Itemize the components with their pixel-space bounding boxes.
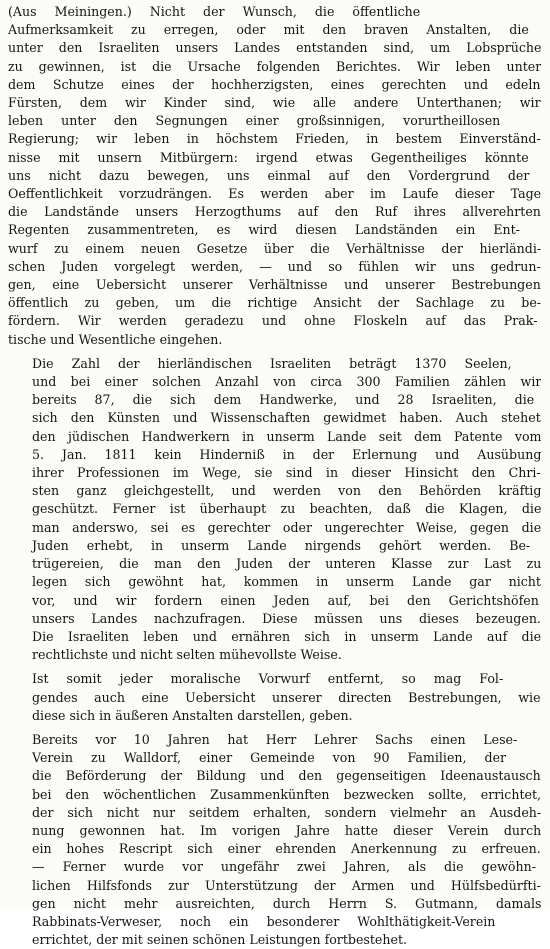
text-line: 5. Jan. 1811 kein Hinderniß in der Erlernung und Ausübung <box>32 446 541 462</box>
text-line: den jüdischen Handwerkern in unserm Lande seit dem Patente vom <box>32 428 541 444</box>
text-line: trügereien, die man den Juden der unteren Klasse zur Last zu <box>32 556 541 572</box>
text-line: die Beförderung der Bildung und den gegenseitigen Ideenaustausch <box>32 768 541 784</box>
text-line: Regierung; wir leben in höchstem Frieden, in bestem Einverständ- <box>8 131 541 147</box>
text-line: Juden erhebt, in unserm Lande nirgends gehört werden. Be- <box>32 537 531 553</box>
text-line: geschützt. Ferner ist überhaupt zu beachten, daß die Klagen, die <box>32 501 541 517</box>
text-line: fördern. Wir werden geradezu und ohne Floskeln auf das Prak- <box>8 313 538 329</box>
text-line: Rabbinats-Verweser, noch ein besonderer Wohlthätigkeit-Verein <box>32 913 496 929</box>
text-line: gen nicht mehr ausreichten, durch Herrn S. Gutmann, damals <box>32 895 541 911</box>
text-line: Ist somit jeder moralische Vorwurf entfernt, so mag Fol- <box>32 671 504 687</box>
text-line: Die Zahl der hierländischen Israeliten beträgt 1370 Seelen, <box>32 355 512 371</box>
text-line: gen, eine Uebersicht unserer Verhältnisse und unserer Bestrebungen <box>8 277 541 293</box>
text-line: lichen Hilfsfonds zur Unterstützung der Armen und Hülfsbedürfti- <box>32 877 541 893</box>
paragraph-moral-reproach <box>8 670 541 725</box>
paragraph-intro <box>8 3 541 349</box>
text-line: gendes auch eine Uebersicht unserer directen Bestrebungen, wie <box>32 689 541 705</box>
text-line: (Aus Meiningen.) Nicht der Wunsch, die öffentliche <box>8 4 421 19</box>
text-line: der sich nicht nur seitdem erhalten, sondern vielmehr an Ausdeh- <box>32 804 541 820</box>
text-line: Verein zu Walldorf, einer Gemeinde von 90 Familien, der <box>32 750 507 766</box>
text-line: — Ferner wurde vor ungefähr zwei Jahren, als die gewöhn- <box>32 859 536 875</box>
text-line: man anderswo, sei es gerechter oder ungerechter Weise, gegen die <box>32 519 541 535</box>
text-line: öffentlich zu geben, um die richtige Ansicht der Sachlage zu be- <box>8 295 541 311</box>
text-line: vor, und wir fordern einen Jeden auf, bei den Gerichtshöfen <box>32 592 539 608</box>
text-line: tische und Wesentliche eingehen. <box>8 331 223 347</box>
paragraph-institutions <box>8 731 541 949</box>
text-line: leben unter den Segnungen einer großsinnigen, vorurtheillosen <box>8 113 501 129</box>
text-line: zu gewinnen, ist die Ursache folgenden Berichtes. Wir leben unter <box>8 58 541 74</box>
text-line: Aufmerksamkeit zu erregen, oder mit den braven Anstalten, die <box>8 22 529 38</box>
text-line: sich den Künsten und Wissenschaften gewidmet haben. Auch stehet <box>32 410 541 426</box>
text-line: Die Israeliten leben und ernähren sich in unserm Lande auf die <box>32 628 541 644</box>
text-line: Oeffentlichkeit vorzudrängen. Es werden aber im Laufe dieser Tage <box>8 186 541 202</box>
text-line: dem Schutze eines der hochherzigsten, eines gerechten und edeln <box>8 76 541 92</box>
text-line: bereits 87, die sich dem Handwerke, und 28 Israeliten, die <box>32 392 535 408</box>
text-line: Regenten zusammentreten, es wird diesen Landständen ein Ent- <box>8 222 520 238</box>
text-line: rechtlichste und nicht selten mühevollste Weise. <box>32 647 342 663</box>
text-line: und bei einer solchen Anzahl von circa 300 Familien zählen wir <box>32 374 541 390</box>
text-line: unsers Landes nachzufragen. Diese müssen uns dieses bezeugen. <box>32 610 541 626</box>
text-line: legen sich gewöhnt hat, kommen in unserm Lande gar nicht <box>32 574 541 590</box>
text-line: errichtet, der mit seinen schönen Leistungen fortbestehet. <box>32 932 408 948</box>
text-line: nisse mit unsern Mitbürgern: irgend etwas Gegentheiliges könnte <box>8 149 529 165</box>
text-line: sten ganz gleichgestellt, und werden von den Behörden kräftig <box>32 483 541 499</box>
text-line: schen Juden vorgelegt werden, — und so fühlen wir uns gedrun- <box>8 258 541 274</box>
text-line: unter den Israeliten unsers Landes entstanden sind, um Lobsprüche <box>8 40 541 56</box>
text-line: ein hohes Rescript sich einer ehrenden Anerkennung zu erfreuen. <box>32 841 541 857</box>
paragraph-statistics <box>8 355 541 664</box>
text-line: ihrer Professionen im Wege, sie sind in dieser Hinsicht den Chri- <box>32 465 541 481</box>
text-line: uns nicht dazu bewegen, uns einmal auf den Vordergrund der <box>8 167 530 183</box>
text-line: nung gewonnen hat. Im vorigen Jahre hatte dieser Verein durch <box>32 822 541 838</box>
text-line: die Landstände unsers Herzogthums auf den Ruf ihres allverehrten <box>8 204 541 220</box>
text-line: diese sich in äußeren Anstalten darstellen, geben. <box>32 707 353 723</box>
text-line: bei den wöchentlichen Zusammenkünften bezwecken sollte, errichtet, <box>32 786 541 802</box>
text-line: Bereits vor 10 Jahren hat Herr Lehrer Sachs einen Lese- <box>32 731 518 747</box>
text-line: wurf zu einem neuen Gesetze über die Verhältnisse der hierländi- <box>8 240 541 256</box>
text-line: Fürsten, dem wir Kinder sind, wie alle andere Unterthanen; wir <box>8 95 541 111</box>
